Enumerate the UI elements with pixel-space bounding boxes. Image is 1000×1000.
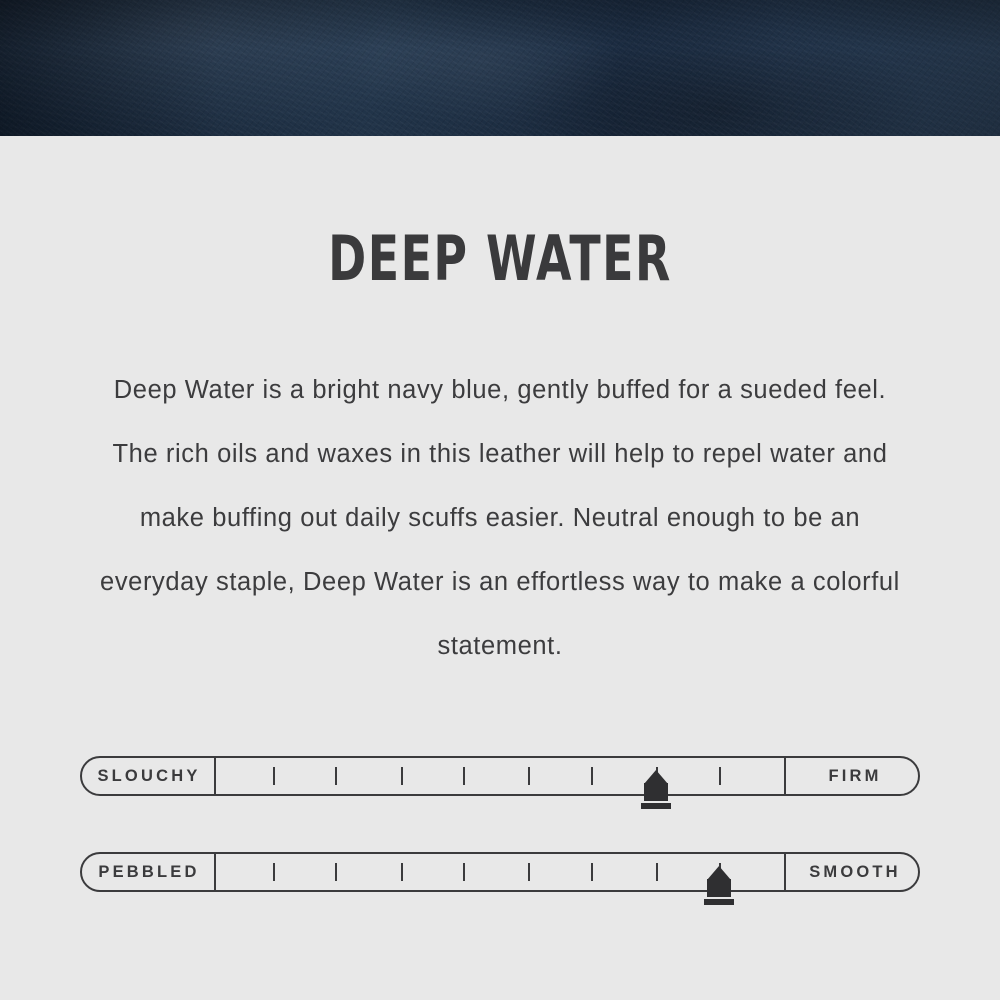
leather-swatch-image <box>0 0 1000 136</box>
marker-foot <box>641 803 671 809</box>
leather-description: Deep Water is a bright navy blue, gently buffed for a sueded feel. The rich oils and waxes in this leather will help to repel water and make buffing out daily scuffs easier. Neutral enough to be an everyday staple, Deep Water is an effortless way to make a colorful statement. <box>100 376 900 660</box>
scale-tick <box>528 863 530 881</box>
scale-tick <box>656 863 658 881</box>
marker-foot <box>704 899 734 905</box>
scale-ticks <box>216 756 784 796</box>
scale-structure <box>80 756 920 796</box>
scale-marker[interactable] <box>704 866 734 912</box>
scale-tick <box>401 767 403 785</box>
attribute-scales <box>80 756 920 948</box>
marker-body <box>707 879 731 897</box>
marker-head-icon <box>644 770 668 784</box>
scale-tick <box>335 863 337 881</box>
marker-head-icon <box>707 866 731 880</box>
scale-left-label: SLOUCHY <box>80 756 216 796</box>
scale-tick <box>528 767 530 785</box>
scale-tick <box>719 767 721 785</box>
scale-texture <box>80 852 920 892</box>
page-title: DEEP WATER <box>328 222 672 295</box>
scale-tick <box>335 767 337 785</box>
scale-tick <box>273 767 275 785</box>
marker-body <box>644 783 668 801</box>
scale-right-label: SMOOTH <box>784 852 920 892</box>
scale-tick <box>463 863 465 881</box>
scale-marker[interactable] <box>641 770 671 816</box>
scale-tick <box>463 767 465 785</box>
scale-tick <box>401 863 403 881</box>
scale-right-label: FIRM <box>784 756 920 796</box>
scale-tick <box>591 863 593 881</box>
scale-tick <box>591 767 593 785</box>
scale-tick <box>273 863 275 881</box>
scale-left-label: PEBBLED <box>80 852 216 892</box>
scale-ticks <box>216 852 784 892</box>
swatch-vignette <box>0 0 1000 136</box>
